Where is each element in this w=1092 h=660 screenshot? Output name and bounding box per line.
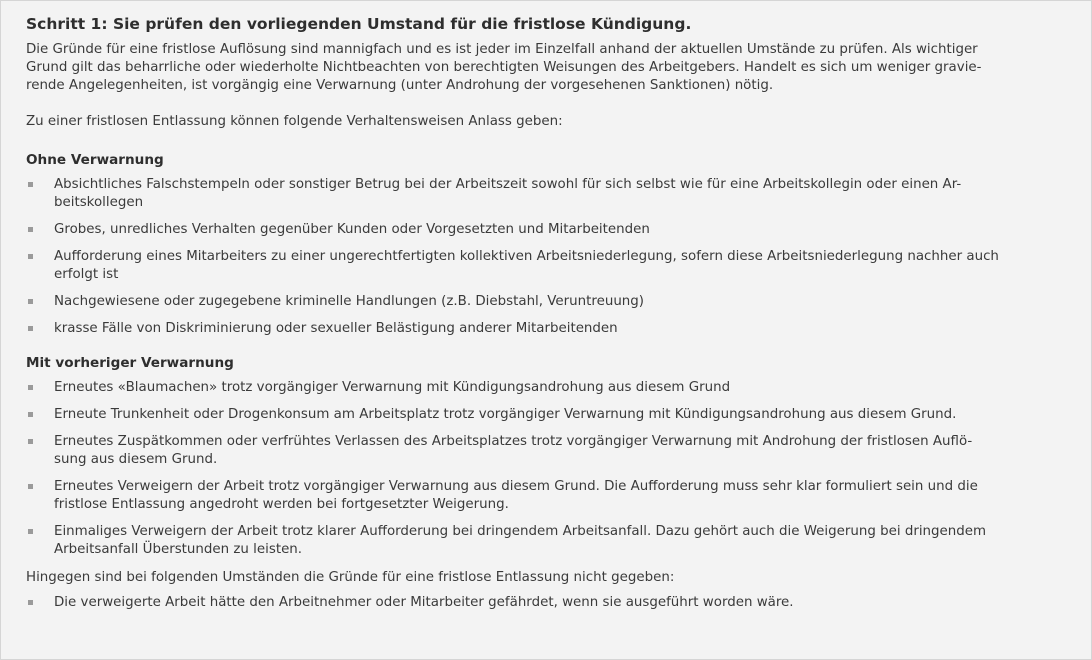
list-item-line: Erneutes «Blaumachen» trotz vorgängiger Verwarnung mit Kündigungsandrohung aus diesem Grund [54,380,731,395]
list-mit-verwarnung [26,379,1046,559]
square-bullet-icon [28,385,33,390]
outro-paragraph: Hingegen sind bei folgenden Umständen die Gründe für eine fristlose Entlassung nicht gegeben: [26,570,675,585]
list-nicht-gegeben [26,594,1046,612]
lead-paragraph: Zu einer fristlosen Entlassung können folgende Verhaltensweisen Anlass geben: [26,114,563,129]
list-item [26,379,1046,397]
list-item [26,594,1046,612]
square-bullet-icon [28,412,33,417]
list-item-line: Erneutes Verweigern der Arbeit trotz vorgängiger Verwarnung aus diesem Grund. Die Aufforderung muss sehr klar formuliert sein und die [54,479,978,494]
intro-paragraph [26,41,1046,95]
intro-line: Grund gilt das beharrliche oder wiederholte Nichtbeachten von berechtigten Weisungen des Arbeitgebers. Handelt es sich um weniger gravie- [26,60,982,75]
list-item-line: Einmaliges Verweigern der Arbeit trotz klarer Aufforderung bei dringendem Arbeitsanfall. Dazu gehört auch die Weigerung bei dringendem [54,524,987,539]
square-bullet-icon [28,326,33,331]
square-bullet-icon [28,439,33,444]
list-item [26,320,1046,338]
list-item [26,248,1046,284]
list-item-line: beitskollegen [54,195,144,210]
list-item-line: sung aus diesem Grund. [54,452,218,467]
list-item-line: Arbeitsanfall Überstunden zu leisten. [54,542,303,557]
square-bullet-icon [28,600,33,605]
list-item-line: Aufforderung eines Mitarbeiters zu einer ungerechtfertigten kollektiven Arbeitsniederlegung, sofern diese Arbeitsniederlegung nachher auch [54,249,999,264]
list-item [26,293,1046,311]
list-item-line: Absichtliches Falschstempeln oder sonstiger Betrug bei der Arbeitszeit sowohl für sich selbst wie für eine Arbeitskollegin oder einen Ar- [54,177,962,192]
intro-line: rende Angelegenheiten, ist vorgängig eine Verwarnung (unter Androhung der vorgesehenen Sanktionen) nötig. [26,78,774,93]
list-item [26,221,1046,239]
list-item-line: fristlose Entlassung angedroht werden bei fortgesetzter Weigerung. [54,497,509,512]
section-title-ohne-verwarnung: Ohne Verwarnung [26,152,164,168]
list-item [26,523,1046,559]
section-title-mit-verwarnung: Mit vorheriger Verwarnung [26,355,234,371]
list-item-line: Erneute Trunkenheit oder Drogenkonsum am Arbeitsplatz trotz vorgängiger Verwarnung mit Kündigungsandrohung aus diesem Grund. [54,407,957,422]
square-bullet-icon [28,529,33,534]
list-item [26,176,1046,212]
list-item-line: Grobes, unredliches Verhalten gegenüber Kunden oder Vorgesetzten und Mitarbeitenden [54,222,650,237]
list-item-line: Die verweigerte Arbeit hätte den Arbeitnehmer oder Mitarbeiter gefährdet, wenn sie ausgeführt worden wäre. [54,595,794,610]
list-item-line: Erneutes Zuspätkommen oder verfrühtes Verlassen des Arbeitsplatzes trotz vorgängiger Verwarnung mit Androhung der fristlosen Auflö- [54,434,973,449]
intro-line: Die Gründe für eine fristlose Auflösung sind mannigfach und es ist jeder im Einzelfall anhand der aktuellen Umstände zu prüfen. Als wichtiger [26,42,978,57]
square-bullet-icon [28,254,33,259]
step-heading: Schritt 1: Sie prüfen den vorliegenden Umstand für die fristlose Kündigung. [26,15,692,33]
list-ohne-verwarnung [26,176,1046,338]
list-item [26,406,1046,424]
list-item-line: erfolgt ist [54,267,119,282]
list-item-line: krasse Fälle von Diskriminierung oder sexueller Belästigung anderer Mitarbeitenden [54,321,618,336]
list-item-line: Nachgewiesene oder zugegebene kriminelle Handlungen (z.B. Diebstahl, Veruntreuung) [54,294,645,309]
list-item [26,478,1046,514]
document-content [26,14,1046,621]
square-bullet-icon [28,484,33,489]
square-bullet-icon [28,227,33,232]
square-bullet-icon [28,182,33,187]
square-bullet-icon [28,299,33,304]
list-item [26,433,1046,469]
